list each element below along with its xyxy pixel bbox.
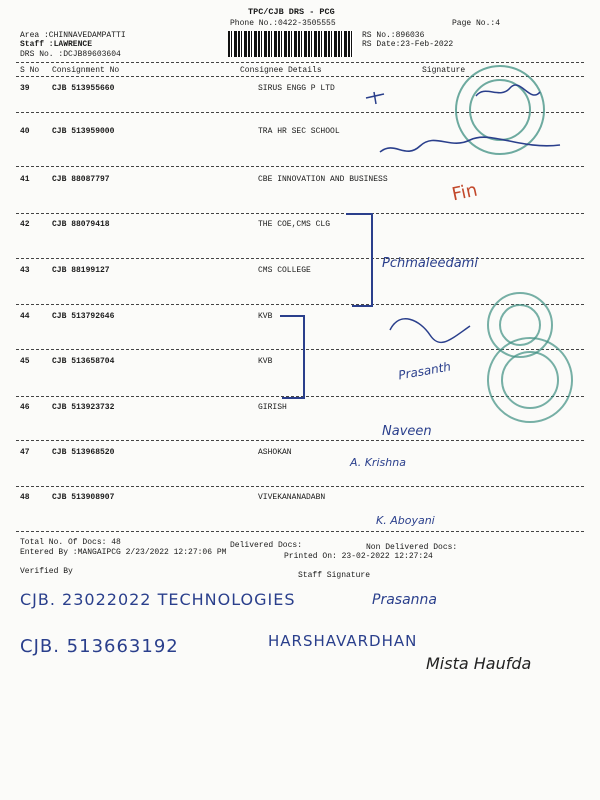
col-signature: Signature — [422, 66, 466, 75]
row-consignee: VIVEKANANADABN — [258, 493, 326, 502]
col-consignee: Consignee Details — [240, 66, 322, 75]
rs-date: RS Date:23-Feb-2022 — [362, 40, 454, 49]
row-sno: 46 — [20, 403, 30, 412]
row-consignee: GIRISH — [258, 403, 287, 412]
row-consignee: KVB — [258, 357, 273, 366]
row-consignee: ASHOKAN — [258, 448, 292, 457]
handwritten-note-3: Mista Haufda — [426, 654, 532, 673]
row-consignment: CJB 513959000 — [52, 127, 115, 136]
signature-cms: Pchmaleedami — [382, 256, 478, 271]
row-sno: 39 — [20, 84, 30, 93]
total-docs: Total No. Of Docs: 48 — [20, 538, 121, 547]
handwritten-note-2b: HARSHAVARDHAN — [268, 632, 418, 650]
row-consignee: TRA HR SEC SCHOOL — [258, 127, 340, 136]
row-sno: 42 — [20, 220, 30, 229]
row-consignment: CJB 88199127 — [52, 266, 110, 275]
row-consignee: THE COE,CMS CLG — [258, 220, 331, 229]
tick-mark — [374, 92, 376, 104]
row-consignment: CJB 88079418 — [52, 220, 110, 229]
row-consignment: CJB 513955660 — [52, 84, 115, 93]
row-consignment: CJB 513792646 — [52, 312, 115, 321]
row-sno: 43 — [20, 266, 30, 275]
handwritten-note-2: CJB. 513663192 — [20, 636, 179, 657]
delivered-docs: Delivered Docs: — [230, 541, 303, 550]
signature-kvb: Prasanth — [397, 359, 452, 383]
phone-number: Phone No.:0422-3505555 — [230, 19, 336, 28]
row-consignment: CJB 513658704 — [52, 357, 115, 366]
row-consignee: CBE INNOVATION AND BUSINESS — [258, 175, 388, 184]
bracket-cms — [346, 214, 372, 306]
row-consignee: CMS COLLEGE — [258, 266, 311, 275]
signature-vivek: K. Aboyani — [376, 514, 435, 527]
row-consignment: CJB 88087797 — [52, 175, 110, 184]
signature-girish: Naveen — [382, 424, 432, 439]
handwritten-note-1b: Prasanna — [372, 592, 437, 608]
col-sno: S No — [20, 66, 40, 75]
row-consignment: CJB 513923732 — [52, 403, 115, 412]
row-sno: 48 — [20, 493, 30, 502]
document-title: TPC/CJB DRS - PCG — [248, 7, 335, 17]
handwritten-note-1: CJB. 23022022 TECHNOLOGIES — [20, 590, 296, 609]
page-number: Page No.:4 — [452, 19, 501, 28]
bank-stamp-middle — [488, 293, 552, 357]
row-consignment: CJB 513968520 — [52, 448, 115, 457]
row-consignee: KVB — [258, 312, 273, 321]
signature-ashokan: A. Krishna — [350, 456, 406, 469]
verified-by: Verified By — [20, 567, 73, 576]
row-consignment: CJB 513908907 — [52, 493, 115, 502]
non-delivered-docs: Non Delivered Docs: — [366, 543, 458, 552]
bracket-kvb — [280, 316, 304, 398]
drs-number: DRS No. :DCJB89603604 — [20, 50, 121, 59]
area-label: Area :CHINNAVEDAMPATTI — [20, 31, 126, 40]
bank-stamp-lower — [488, 338, 572, 422]
row-sno: 45 — [20, 357, 30, 366]
signature-scribble — [476, 85, 540, 96]
staff-signature-label: Staff Signature — [298, 571, 371, 580]
row-sno: 40 — [20, 127, 30, 136]
row-sno: 47 — [20, 448, 30, 457]
signature-tata: Fin — [450, 179, 480, 206]
signature-scribble — [390, 319, 470, 343]
rs-number: RS No.:896036 — [362, 31, 425, 40]
row-sno: 44 — [20, 312, 30, 321]
row-consignee: SIRUS ENGG P LTD — [258, 84, 335, 93]
row-sno: 41 — [20, 175, 30, 184]
printed-on: Printed On: 23-02-2022 12:27:24 — [284, 552, 433, 561]
entered-by: Entered By :MANGAIPCG 2/23/2022 12:27:06 PM — [20, 548, 227, 557]
col-consignment: Consignment No — [52, 66, 120, 75]
staff-label: Staff :LAWRENCE — [20, 40, 93, 49]
